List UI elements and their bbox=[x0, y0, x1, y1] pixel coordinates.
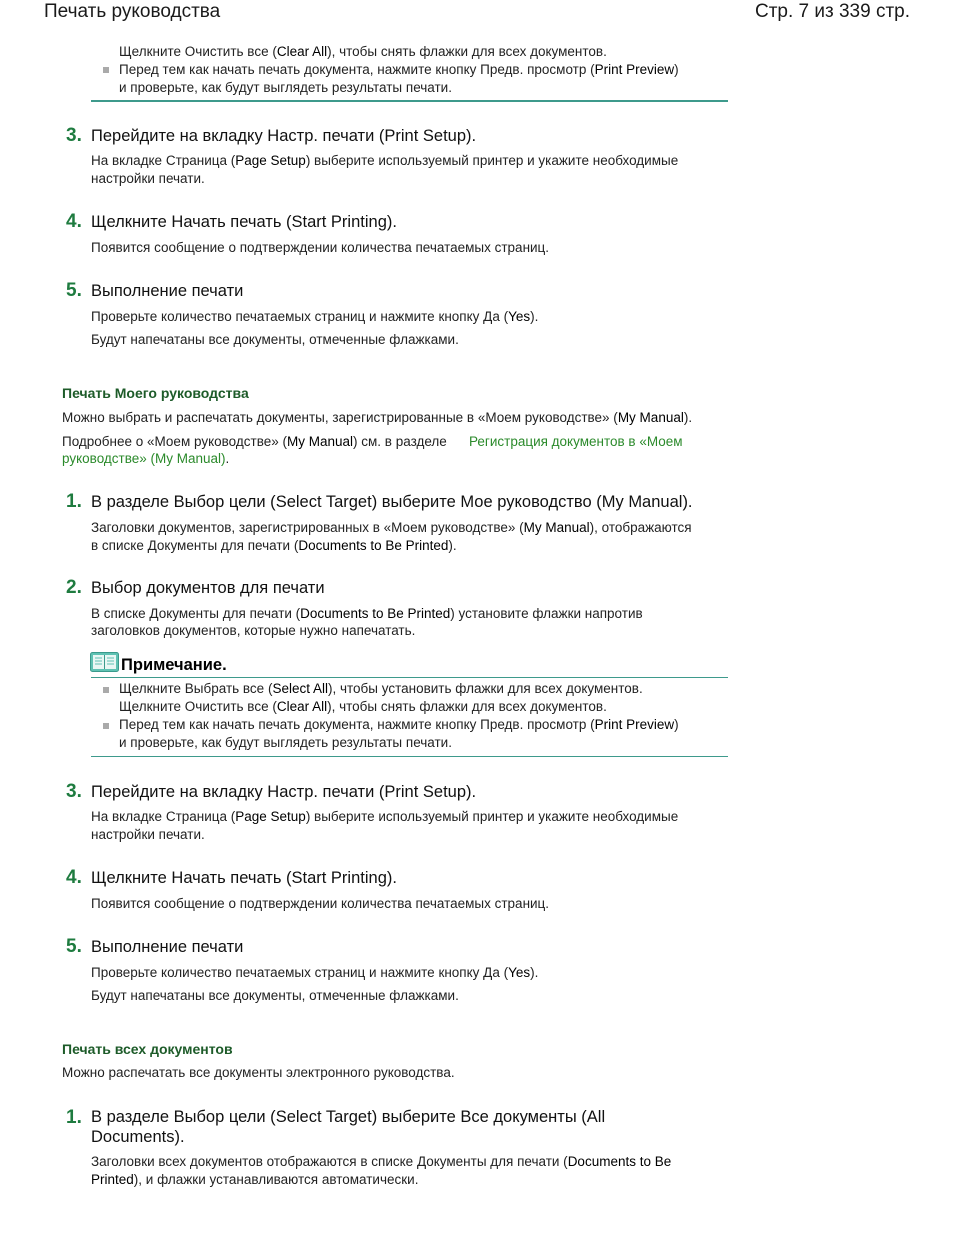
step-number: 3. bbox=[66, 781, 82, 802]
step-body: настройки печати. bbox=[91, 171, 205, 186]
step-number: 1. bbox=[66, 491, 82, 512]
page-counter: Стр. 7 из 339 стр. bbox=[754, 1, 910, 22]
square-bullet-icon bbox=[103, 687, 109, 693]
step-title: В разделе Выбор цели (Select Target) выберите Все документы (All bbox=[91, 1108, 606, 1126]
step-body: Появится сообщение о подтверждении количества печатаемых страниц. bbox=[91, 896, 550, 911]
step-body: Проверьте количество печатаемых страниц и нажмите кнопку Да (Yes). bbox=[91, 309, 539, 324]
step-title: Перейдите на вкладку Настр. печати (Print Setup). bbox=[91, 783, 477, 801]
page-title: Печать руководства bbox=[44, 1, 221, 22]
square-bullet-icon bbox=[103, 723, 109, 729]
section-intro: Подробнее о «Моем руководстве» (My Manual) см. в разделе bbox=[62, 434, 447, 449]
note-line: и проверьте, как будут выглядеть результаты печати. bbox=[119, 735, 452, 750]
step-body: На вкладке Страница (Page Setup) выберите используемый принтер и укажите необходимые bbox=[91, 153, 679, 168]
step-body: настройки печати. bbox=[91, 827, 205, 842]
note-line: Перед тем как начать печать документа, нажмите кнопку Предв. просмотр (Print Preview) bbox=[119, 717, 679, 732]
open-book-icon bbox=[90, 652, 119, 673]
step-body: Проверьте количество печатаемых страниц и нажмите кнопку Да (Yes). bbox=[91, 965, 539, 980]
step-body: Будут напечатаны все документы, отмеченные флажками. bbox=[91, 988, 459, 1003]
note-line: Щелкните Очистить все (Clear All), чтобы снять флажки для всех документов. bbox=[119, 44, 607, 59]
note-line: Щелкните Очистить все (Clear All), чтобы снять флажки для всех документов. bbox=[119, 699, 607, 714]
step-body: Заголовки документов, зарегистрированных в «Моем руководстве» (My Manual), отображаются bbox=[91, 520, 692, 535]
step-title: Выполнение печати bbox=[91, 938, 244, 956]
step-title: Щелкните Начать печать (Start Printing). bbox=[91, 869, 397, 887]
section-heading: Печать всех документов bbox=[62, 1041, 233, 1057]
step-title: В разделе Выбор цели (Select Target) выберите Мое руководство (My Manual). bbox=[91, 493, 693, 511]
note-title: Примечание. bbox=[121, 656, 227, 674]
note-line: Перед тем как начать печать документа, нажмите кнопку Предв. просмотр (Print Preview) bbox=[119, 62, 679, 77]
square-bullet-icon bbox=[103, 67, 109, 73]
step-body: Появится сообщение о подтверждении количества печатаемых страниц. bbox=[91, 240, 550, 255]
step-body: Printed), и флажки устанавливаются автоматически. bbox=[91, 1172, 419, 1187]
register-documents-link[interactable]: руководстве» (My Manual) bbox=[62, 451, 226, 466]
step-number: 3. bbox=[66, 125, 82, 146]
step-body: На вкладке Страница (Page Setup) выберите используемый принтер и укажите необходимые bbox=[91, 809, 679, 824]
note-divider bbox=[91, 100, 728, 102]
step-title: Выполнение печати bbox=[91, 282, 244, 300]
step-number: 4. bbox=[66, 867, 82, 888]
note-line: и проверьте, как будут выглядеть результаты печати. bbox=[119, 80, 452, 95]
note-divider bbox=[91, 756, 728, 757]
step-title: Documents). bbox=[91, 1128, 185, 1146]
step-number: 2. bbox=[66, 577, 82, 598]
step-body: Заголовки всех документов отображаются в списке Документы для печати (Documents to Be bbox=[91, 1154, 672, 1169]
section-intro: Можно выбрать и распечатать документы, зарегистрированные в «Моем руководстве» (My Manual). bbox=[62, 410, 693, 425]
note-line: Щелкните Выбрать все (Select All), чтобы установить флажки для всех документов. bbox=[119, 681, 643, 696]
step-title: Щелкните Начать печать (Start Printing). bbox=[91, 213, 397, 231]
section-heading: Печать Моего руководства bbox=[62, 385, 249, 401]
step-number: 5. bbox=[66, 280, 82, 301]
step-number: 4. bbox=[66, 211, 82, 232]
step-number: 5. bbox=[66, 936, 82, 957]
step-body: В списке Документы для печати (Documents to Be Printed) установите флажки напротив bbox=[91, 606, 643, 621]
step-body: Будут напечатаны все документы, отмеченные флажками. bbox=[91, 332, 459, 347]
register-documents-link[interactable]: Регистрация документов в «Моем bbox=[469, 434, 683, 449]
step-title: Перейдите на вкладку Настр. печати (Print Setup). bbox=[91, 127, 477, 145]
step-number: 1. bbox=[66, 1107, 82, 1128]
section-intro: руководстве» (My Manual). bbox=[62, 451, 230, 466]
step-title: Выбор документов для печати bbox=[91, 579, 325, 597]
step-body: заголовков документов, которые нужно напечатать. bbox=[91, 623, 416, 638]
step-body: в списке Документы для печати (Documents to Be Printed). bbox=[91, 538, 457, 553]
note-divider bbox=[91, 677, 728, 678]
section-intro: Можно распечатать все документы электронного руководства. bbox=[62, 1065, 455, 1080]
